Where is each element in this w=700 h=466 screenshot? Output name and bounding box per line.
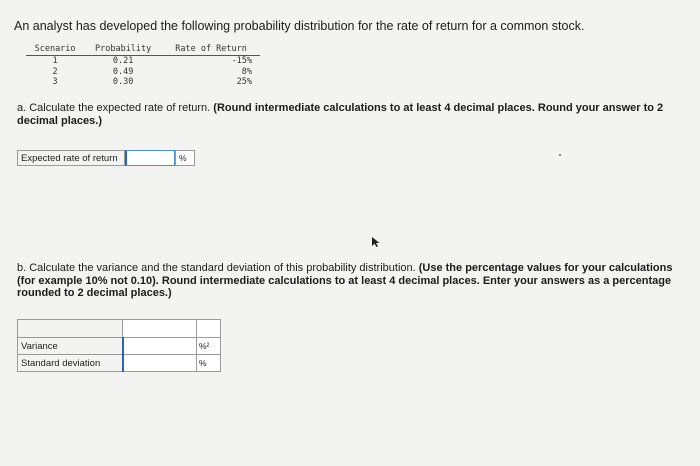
rate-cell: 25% — [236, 77, 252, 87]
scenario-cell: 3 — [52, 77, 58, 87]
header-rate-of-return: Rate of Return — [162, 44, 260, 56]
question-a-text: a. Calculate the expected rate of return. — [17, 102, 214, 114]
scenario-cell: 2 — [52, 66, 58, 77]
variance-unit: %² — [197, 338, 221, 355]
grid-header-cell — [123, 320, 197, 338]
grid-header-cell — [18, 320, 123, 338]
rate-cell: -15% — [231, 56, 252, 66]
question-b-text: b. Calculate the variance and the standard deviation of this probability distribution. — [17, 262, 419, 274]
std-dev-unit: % — [197, 355, 221, 372]
probability-cell: 0.49 — [112, 66, 134, 77]
variance-row — [18, 338, 221, 355]
expected-return-input[interactable] — [125, 150, 175, 166]
std-dev-input[interactable] — [123, 355, 197, 372]
expected-return-unit: % — [175, 150, 195, 166]
answer-b-grid — [17, 319, 221, 372]
question-a — [17, 102, 677, 128]
table-header-row — [26, 44, 260, 56]
question-a-instruction: (Round intermediate calculations to at least 4 decimal places. Round your answer to 2 decimal places.) — [17, 102, 664, 127]
expected-return-label: Expected rate of return — [17, 150, 125, 166]
table-row — [26, 77, 260, 88]
answer-a-row — [17, 150, 195, 166]
header-scenario: Scenario — [26, 44, 84, 56]
question-b-instruction: (Use the percentage values for your calculations (for example 10% not 0.10). Round intermediate calculations to at least 4 decimal places. Enter your answers as a percentage rounded to 2 decimal places.) — [17, 262, 673, 299]
header-probability: Probability — [84, 44, 162, 56]
variance-input[interactable] — [123, 338, 197, 355]
std-dev-row — [18, 355, 221, 372]
probability-cell: 0.21 — [112, 56, 134, 66]
scenario-cell: 1 — [52, 56, 58, 66]
stray-dot — [559, 154, 561, 156]
probability-cell: 0.30 — [112, 77, 134, 87]
question-b — [17, 262, 687, 300]
mouse-pointer-icon — [371, 235, 381, 253]
grid-header-cell — [197, 320, 221, 338]
table-row — [26, 67, 260, 78]
table-row — [26, 56, 260, 67]
intro-text: An analyst has developed the following probability distribution for the rate of return for a common stock. — [14, 19, 585, 33]
grid-header-row — [18, 320, 221, 338]
probability-distribution-table — [26, 44, 260, 88]
variance-label: Variance — [18, 338, 123, 355]
std-dev-label: Standard deviation — [18, 355, 123, 372]
rate-cell: 8% — [241, 66, 252, 77]
